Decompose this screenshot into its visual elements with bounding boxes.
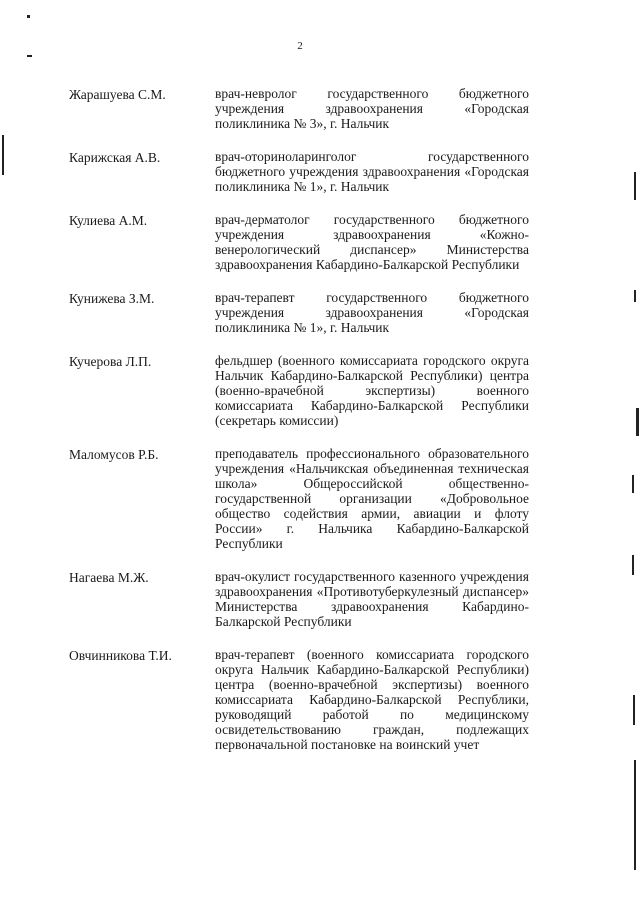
list-item: [69, 86, 531, 131]
member-name: Маломусов Р.Б.: [69, 447, 159, 462]
member-name: Кулиева А.М.: [69, 213, 148, 228]
list-item: [69, 149, 531, 194]
scan-mark: [634, 172, 636, 200]
scan-mark: [632, 555, 634, 575]
scan-mark: [634, 760, 636, 870]
list-item: [69, 353, 531, 428]
member-position: врач-терапевт государственного бюджетного учреждения здравоохранения «Городская поликлиника № 1», г. Нальчик: [215, 290, 529, 335]
page-number: 2: [297, 40, 303, 52]
member-position: фельдшер (военного комиссариата городского округа Нальчик Кабардино-Балкарской Республики) центра (военно-врачебной экспертизы) военного комиссариата Кабардино-Балкарской Республики (секретарь комиссии): [215, 353, 529, 428]
list-item: [69, 212, 531, 272]
member-name: Кучерова Л.П.: [69, 354, 152, 369]
member-name: Кунижева З.М.: [69, 291, 155, 306]
member-position: преподаватель профессионального образовательного учреждения «Нальчикская объединенная техническая школа» Общероссийской общественно-государственной организации «Добровольное общество содействия армии, авиации и флоту России» г. Нальчика Кабардино-Балкарской Республики: [215, 446, 529, 551]
list-item: [69, 446, 531, 551]
member-list: [69, 86, 531, 770]
scan-mark: [633, 695, 635, 725]
member-position: врач-дерматолог государственного бюджетного учреждения здравоохранения «Кожно-венерологический диспансер» Министерства здравоохранения Кабардино-Балкарской Республики: [215, 212, 529, 272]
member-name: Жарашуева С.М.: [69, 87, 166, 102]
list-item: [69, 290, 531, 335]
scan-mark: [632, 475, 634, 493]
scan-mark: [27, 15, 30, 18]
member-name: Нагаева М.Ж.: [69, 570, 149, 585]
scan-mark: [634, 290, 636, 302]
member-position: врач-оториноларинголог государственного бюджетного учреждения здравоохранения «Городская поликлиника № 1», г. Нальчик: [215, 149, 529, 194]
scan-mark: [636, 408, 639, 436]
member-name: Карижская А.В.: [69, 150, 161, 165]
list-item: [69, 647, 531, 752]
member-position: врач-окулист государственного казенного учреждения здравоохранения «Противотуберкулезный диспансер» Министерства здравоохранения Кабардино-Балкарской Республики: [215, 569, 529, 629]
member-name: Овчинникова Т.И.: [69, 648, 172, 663]
member-position: врач-невролог государственного бюджетного учреждения здравоохранения «Городская поликлиника № 3», г. Нальчик: [215, 86, 529, 131]
scan-mark: [2, 135, 4, 175]
list-item: [69, 569, 531, 629]
member-position: врач-терапевт (военного комиссариата городского округа Нальчик Кабардино-Балкарской Республики) центра (военно-врачебной экспертизы) военного комиссариата Кабардино-Балкарской Республики, руководящий работой по медицинскому освидетельствованию граждан, подлежащих первоначальной постановке на воинский учет: [215, 647, 529, 752]
scan-mark: [27, 55, 32, 57]
